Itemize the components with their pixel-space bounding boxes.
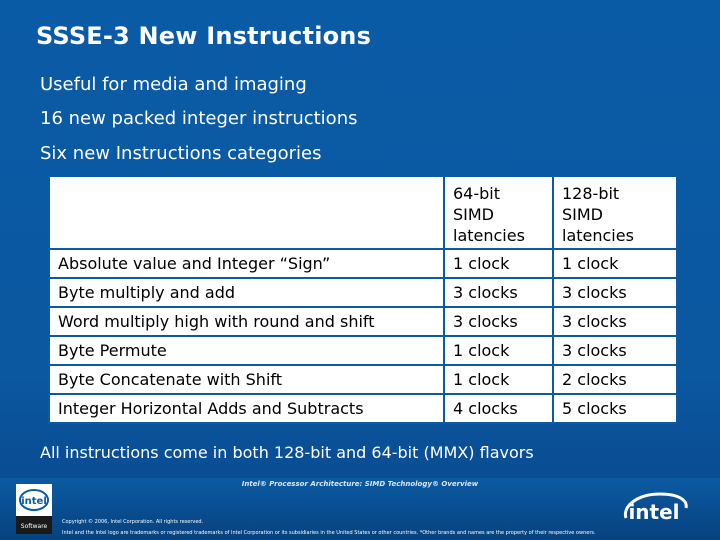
table-row [49, 307, 677, 336]
header-64-line1: 64-bit [453, 184, 501, 203]
header-128-line3: latencies [562, 226, 634, 245]
header-64-line2: SIMD [453, 205, 494, 224]
row-name: Absolute value and Integer “Sign” [49, 249, 444, 278]
header-128-line2: SIMD [562, 205, 603, 224]
row-name: Byte multiply and add [49, 278, 444, 307]
table-row [49, 365, 677, 394]
slide-title: SSSE-3 New Instructions [36, 22, 372, 50]
row-name: Word multiply high with round and shift [49, 307, 444, 336]
row-64bit-latency: 1 clock [444, 336, 553, 365]
header-cell-64bit [444, 176, 553, 249]
row-64bit-latency: 1 clock [444, 249, 553, 278]
bullet-1: Useful for media and imaging [40, 74, 307, 95]
instructions-table [48, 175, 678, 424]
software-logo-label: Software [20, 523, 48, 530]
flavors-note: All instructions come in both 128-bit and 64-bit (MMX) flavors [40, 443, 534, 462]
row-name: Byte Concatenate with Shift [49, 365, 444, 394]
row-64bit-latency: 3 clocks [444, 278, 553, 307]
row-name: Integer Horizontal Adds and Subtracts [49, 394, 444, 423]
row-128bit-latency: 5 clocks [553, 394, 677, 423]
row-128bit-latency: 3 clocks [553, 278, 677, 307]
intel-software-logo-icon [16, 484, 52, 534]
bullet-3: Six new Instructions categories [40, 143, 322, 164]
row-64bit-latency: 4 clocks [444, 394, 553, 423]
row-64bit-latency: 1 clock [444, 365, 553, 394]
header-cell-128bit [553, 176, 677, 249]
table-row [49, 336, 677, 365]
software-logo-text: intel [21, 496, 47, 507]
table-row [49, 278, 677, 307]
row-128bit-latency: 3 clocks [553, 307, 677, 336]
row-name: Byte Permute [49, 336, 444, 365]
footer-subtitle: Intel® Processor Architecture: SIMD Technology® Overview [241, 480, 479, 488]
row-128bit-latency: 3 clocks [553, 336, 677, 365]
intel-logo-icon [620, 488, 690, 530]
table-row [49, 249, 677, 278]
row-128bit-latency: 2 clocks [553, 365, 677, 394]
header-cell-empty [49, 176, 444, 249]
header-128-line1: 128-bit [562, 184, 620, 203]
row-128bit-latency: 1 clock [553, 249, 677, 278]
copyright-text: Copyright © 2006, Intel Corporation. All rights reserved. [62, 519, 204, 525]
table-row [49, 394, 677, 423]
trademark-text: Intel and the Intel logo are trademarks or registered trademarks of Intel Corporation or its subsidiaries in the United States or other countries. *Other brands and names are the property of their respective owners. [62, 530, 596, 536]
table-header-row [49, 176, 677, 249]
header-64-line3: latencies [453, 226, 525, 245]
intel-logo-text: intel [628, 500, 680, 524]
row-64bit-latency: 3 clocks [444, 307, 553, 336]
bullet-2: 16 new packed integer instructions [40, 108, 358, 129]
